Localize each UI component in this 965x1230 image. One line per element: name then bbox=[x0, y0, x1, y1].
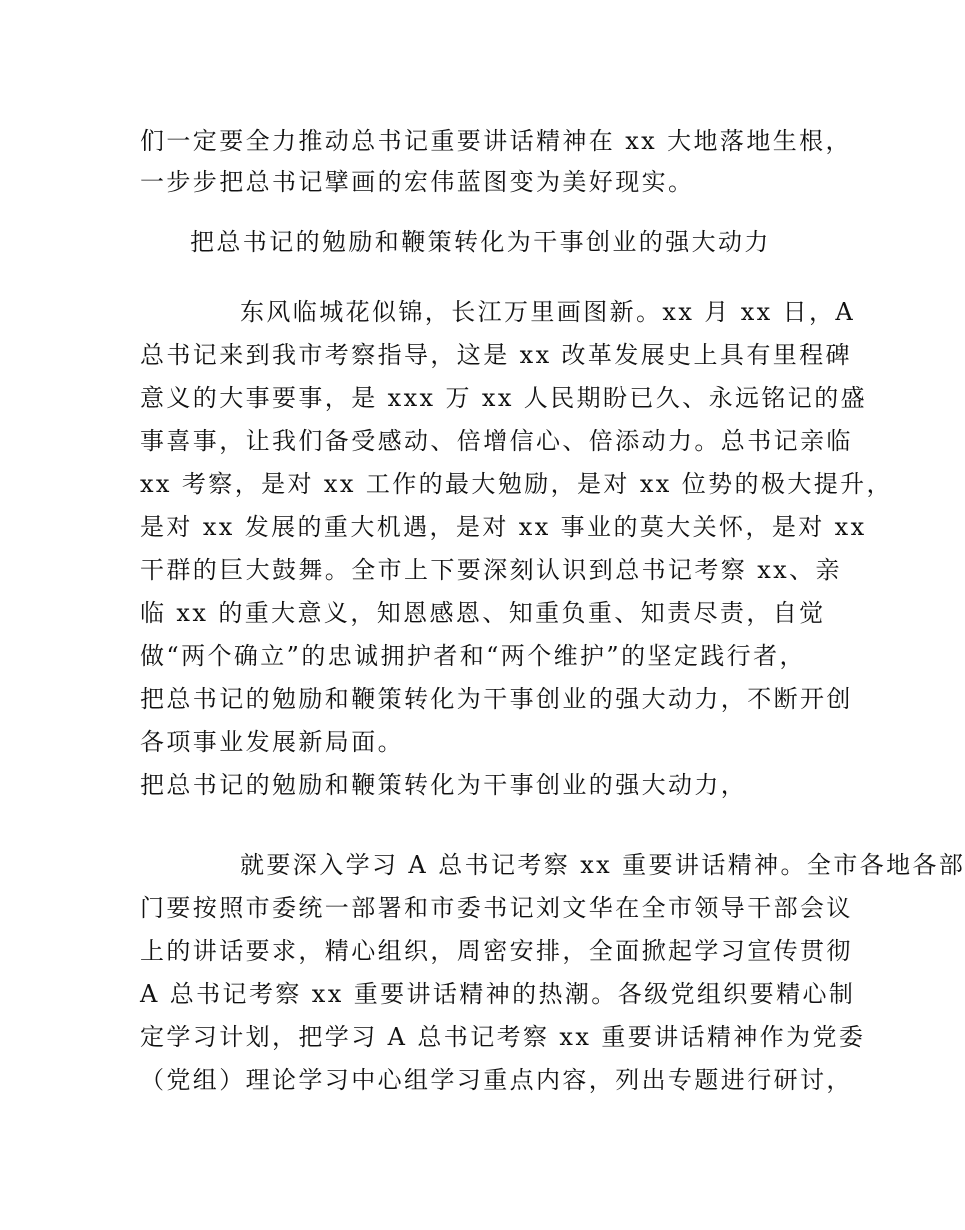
body-text-line: 上的讲话要求，精心组织，周密安排，全面掀起学习宣传贯彻 bbox=[140, 937, 853, 965]
body-text-line: 就要深入学习 A 总书记考察 xx 重要讲话精神。全市各地各部 bbox=[240, 851, 965, 879]
body-text-line: 定学习计划，把学习 A 总书记考察 xx 重要讲话精神作为党委 bbox=[140, 1023, 866, 1051]
section-heading: 把总书记的勉励和鞭策转化为干事创业的强大动力 bbox=[190, 228, 771, 256]
body-text-line: 临 xx 的重大意义，知恩感恩、知重负重、知责尽责，自觉 bbox=[140, 599, 826, 627]
body-text-line: 干群的巨大鼓舞。全市上下要深刻认识到总书记考察 xx、亲 bbox=[140, 556, 842, 584]
body-text-line: xx 考察，是对 xx 工作的最大勉励，是对 xx 位势的极大提升， bbox=[140, 470, 893, 498]
body-text-line: 一步步把总书记擘画的宏伟蓝图变为美好现实。 bbox=[140, 168, 695, 196]
body-text-line: 东风临城花似锦，长江万里画图新。xx 月 xx 日，A bbox=[240, 298, 856, 326]
body-text-line: 门要按照市委统一部署和市委书记刘文华在全市领导干部会议 bbox=[140, 894, 853, 922]
body-text-line: 们一定要全力推动总书记重要讲话精神在 xx 大地落地生根， bbox=[140, 127, 852, 155]
body-text-line: A 总书记考察 xx 重要讲话精神的热潮。各级党组织要精心制 bbox=[140, 980, 856, 1008]
body-text-line: 把总书记的勉励和鞭策转化为干事创业的强大动力， bbox=[140, 771, 748, 799]
body-text-line: 事喜事，让我们备受感动、倍增信心、倍添动力。总书记亲临 bbox=[140, 427, 853, 455]
body-text-line: 做“两个确立”的忠诚拥护者和“两个维护”的坚定践行者， bbox=[140, 642, 806, 670]
body-text-line: 各项事业发展新局面。 bbox=[140, 728, 404, 756]
body-text-line: 总书记来到我市考察指导，这是 xx 改革发展史上具有里程碑 bbox=[140, 341, 852, 369]
body-text-line: 把总书记的勉励和鞭策转化为干事创业的强大动力，不断开创 bbox=[140, 685, 853, 713]
body-text-line: 是对 xx 发展的重大机遇，是对 xx 事业的莫大关怀，是对 xx bbox=[140, 513, 867, 541]
body-text-line: 意义的大事要事，是 xxx 万 xx 人民期盼已久、永远铭记的盛 bbox=[140, 384, 867, 412]
body-text-line: （党组）理论学习中心组学习重点内容，列出专题进行研讨， bbox=[140, 1066, 853, 1094]
